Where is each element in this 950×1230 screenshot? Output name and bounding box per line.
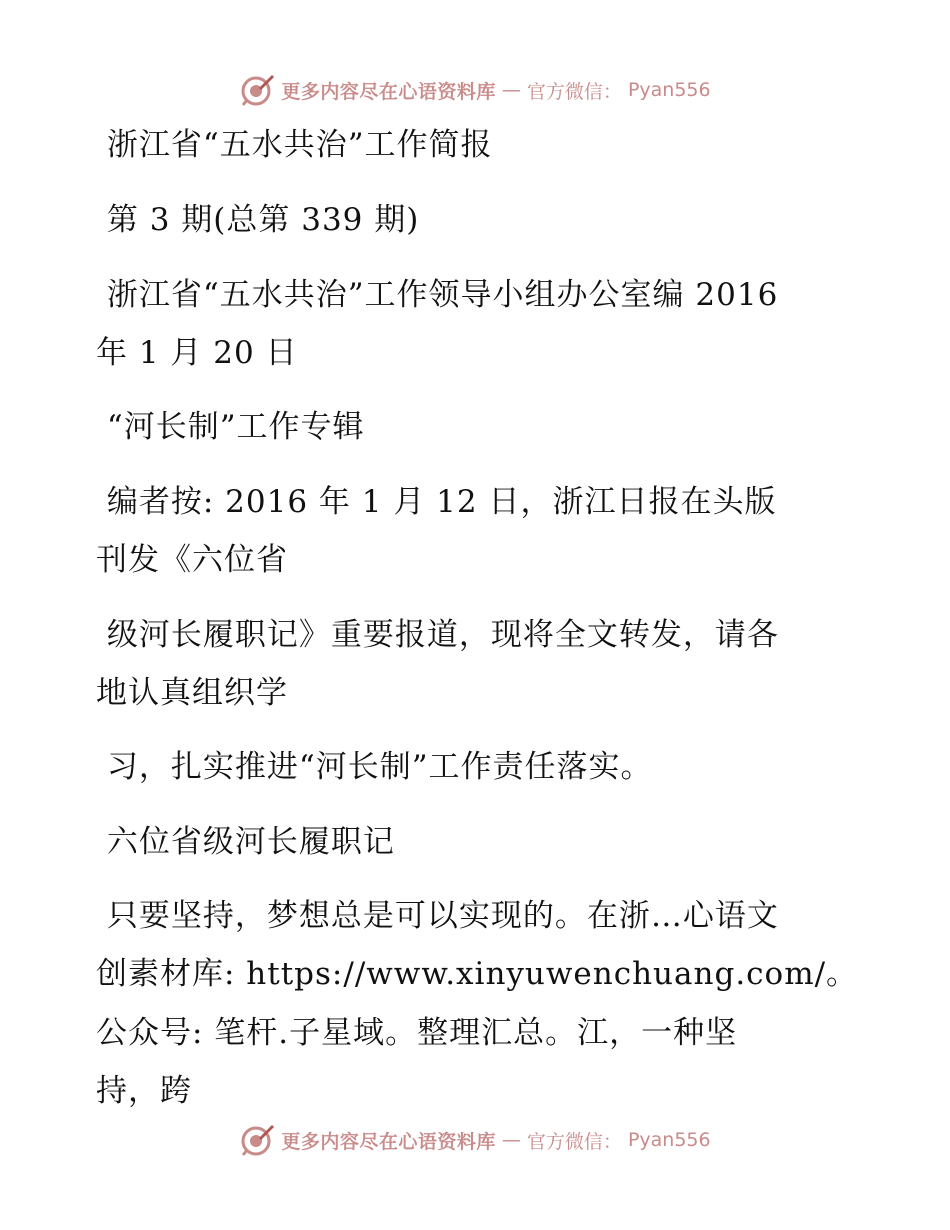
issue-number: 第 3 期(总第 339 期) xyxy=(96,202,420,238)
editor-note-line-1: 编者按: 2016 年 1 月 12 日，浙江日报在头版 xyxy=(96,484,777,520)
header-watermark-banner xyxy=(0,70,950,110)
pen-logo-icon xyxy=(239,1122,275,1158)
editor-note-line-4: 地认真组织学 xyxy=(96,675,288,711)
footer-watermark-banner xyxy=(0,1120,950,1160)
editor-line: 浙江省“五水共治”工作领导小组办公室编 2016 xyxy=(96,277,779,313)
editor-note-line-3: 级河长履职记》重要报道，现将全文转发，请各 xyxy=(96,617,779,653)
watermark-dash: — xyxy=(501,79,521,101)
body-line-1: 只要坚持，梦想总是可以实现的。在浙…心语文 xyxy=(96,898,779,934)
editor-note-line-5: 习，扎实推进“河长制”工作责任落实。 xyxy=(96,749,653,785)
report-title: 浙江省“五水共治”工作简报 xyxy=(96,127,493,163)
body-line-2: 创素材库: https://www.xinyuwenchuang.com/。 xyxy=(96,956,859,992)
body-line-4: 持，跨 xyxy=(96,1073,192,1109)
special-section-title: “河长制”工作专辑 xyxy=(96,409,365,445)
watermark-wechat-id: Pyan556 xyxy=(627,79,711,101)
watermark-wechat-id: Pyan556 xyxy=(627,1129,711,1151)
watermark-wechat-label: 官方微信： xyxy=(526,80,622,103)
article-title: 六位省级河长履职记 xyxy=(96,824,395,860)
editor-note-line-2: 刊发《六位省 xyxy=(96,542,288,578)
pen-logo-icon xyxy=(239,72,275,108)
body-line-3: 公众号: 笔杆.子星域。整理汇总。江，一种坚 xyxy=(96,1015,738,1051)
watermark-text: 更多内容尽在心语资料库 xyxy=(281,1130,496,1153)
watermark-wechat-label: 官方微信： xyxy=(526,1130,622,1153)
watermark-dash: — xyxy=(501,1129,521,1151)
editor-date: 年 1 月 20 日 xyxy=(96,335,298,371)
watermark-text: 更多内容尽在心语资料库 xyxy=(281,80,496,103)
